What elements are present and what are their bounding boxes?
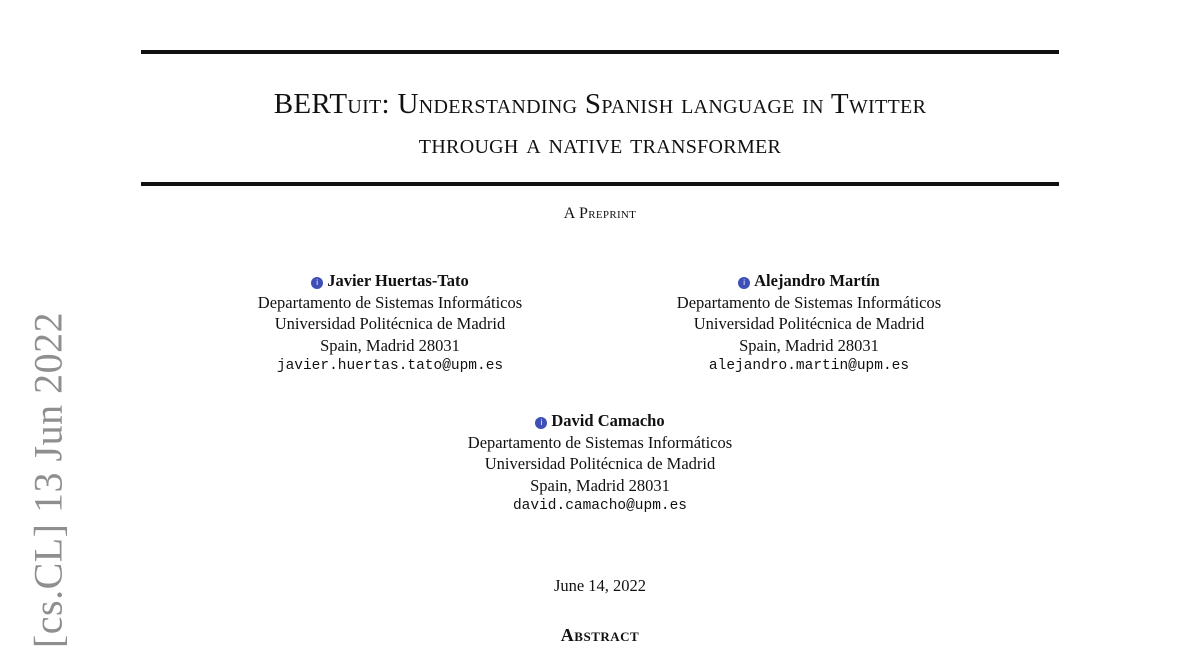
author-block-3 xyxy=(400,410,800,518)
paper-title-line-2: through a native transformer xyxy=(418,128,782,160)
author-department: Departamento de Sistemas Informáticos xyxy=(676,292,942,312)
author-location: Spain, Madrid 28031 xyxy=(320,335,460,355)
paper-title xyxy=(141,84,1059,164)
orcid-icon[interactable]: i xyxy=(535,417,547,429)
author-university: Universidad Politécnica de Madrid xyxy=(274,314,506,333)
author-location: Spain, Madrid 28031 xyxy=(530,475,670,495)
publication-date: June 14, 2022 xyxy=(553,576,647,595)
author-location: Spain, Madrid 28031 xyxy=(739,335,879,355)
preprint-label: A Preprint xyxy=(563,205,637,222)
title-rule-top xyxy=(141,50,1059,54)
orcid-icon[interactable]: i xyxy=(738,277,750,289)
title-rule-bottom xyxy=(141,182,1059,186)
author-name: Javier Huertas-Tato xyxy=(327,271,469,290)
author-email[interactable]: javier.huertas.tato@upm.es xyxy=(276,358,504,374)
author-university: Universidad Politécnica de Madrid xyxy=(484,454,716,473)
author-name: Alejandro Martín xyxy=(754,271,880,290)
author-block-2 xyxy=(609,270,1009,378)
orcid-icon[interactable]: i xyxy=(311,277,323,289)
author-email[interactable]: david.camacho@upm.es xyxy=(512,498,688,514)
author-block-1 xyxy=(190,270,590,378)
author-email[interactable]: alejandro.martin@upm.es xyxy=(708,358,910,374)
author-university: Universidad Politécnica de Madrid xyxy=(693,314,925,333)
paper-title-line-1: BERTuit: Understanding Spanish language in Twitter xyxy=(273,88,927,120)
author-department: Departamento de Sistemas Informáticos xyxy=(467,432,733,452)
abstract-heading: Abstract xyxy=(560,625,640,645)
author-name: David Camacho xyxy=(551,411,665,430)
author-department: Departamento de Sistemas Informáticos xyxy=(257,292,523,312)
arxiv-sidebar-stamp: [cs.CL] 13 Jun 2022 xyxy=(25,311,71,648)
